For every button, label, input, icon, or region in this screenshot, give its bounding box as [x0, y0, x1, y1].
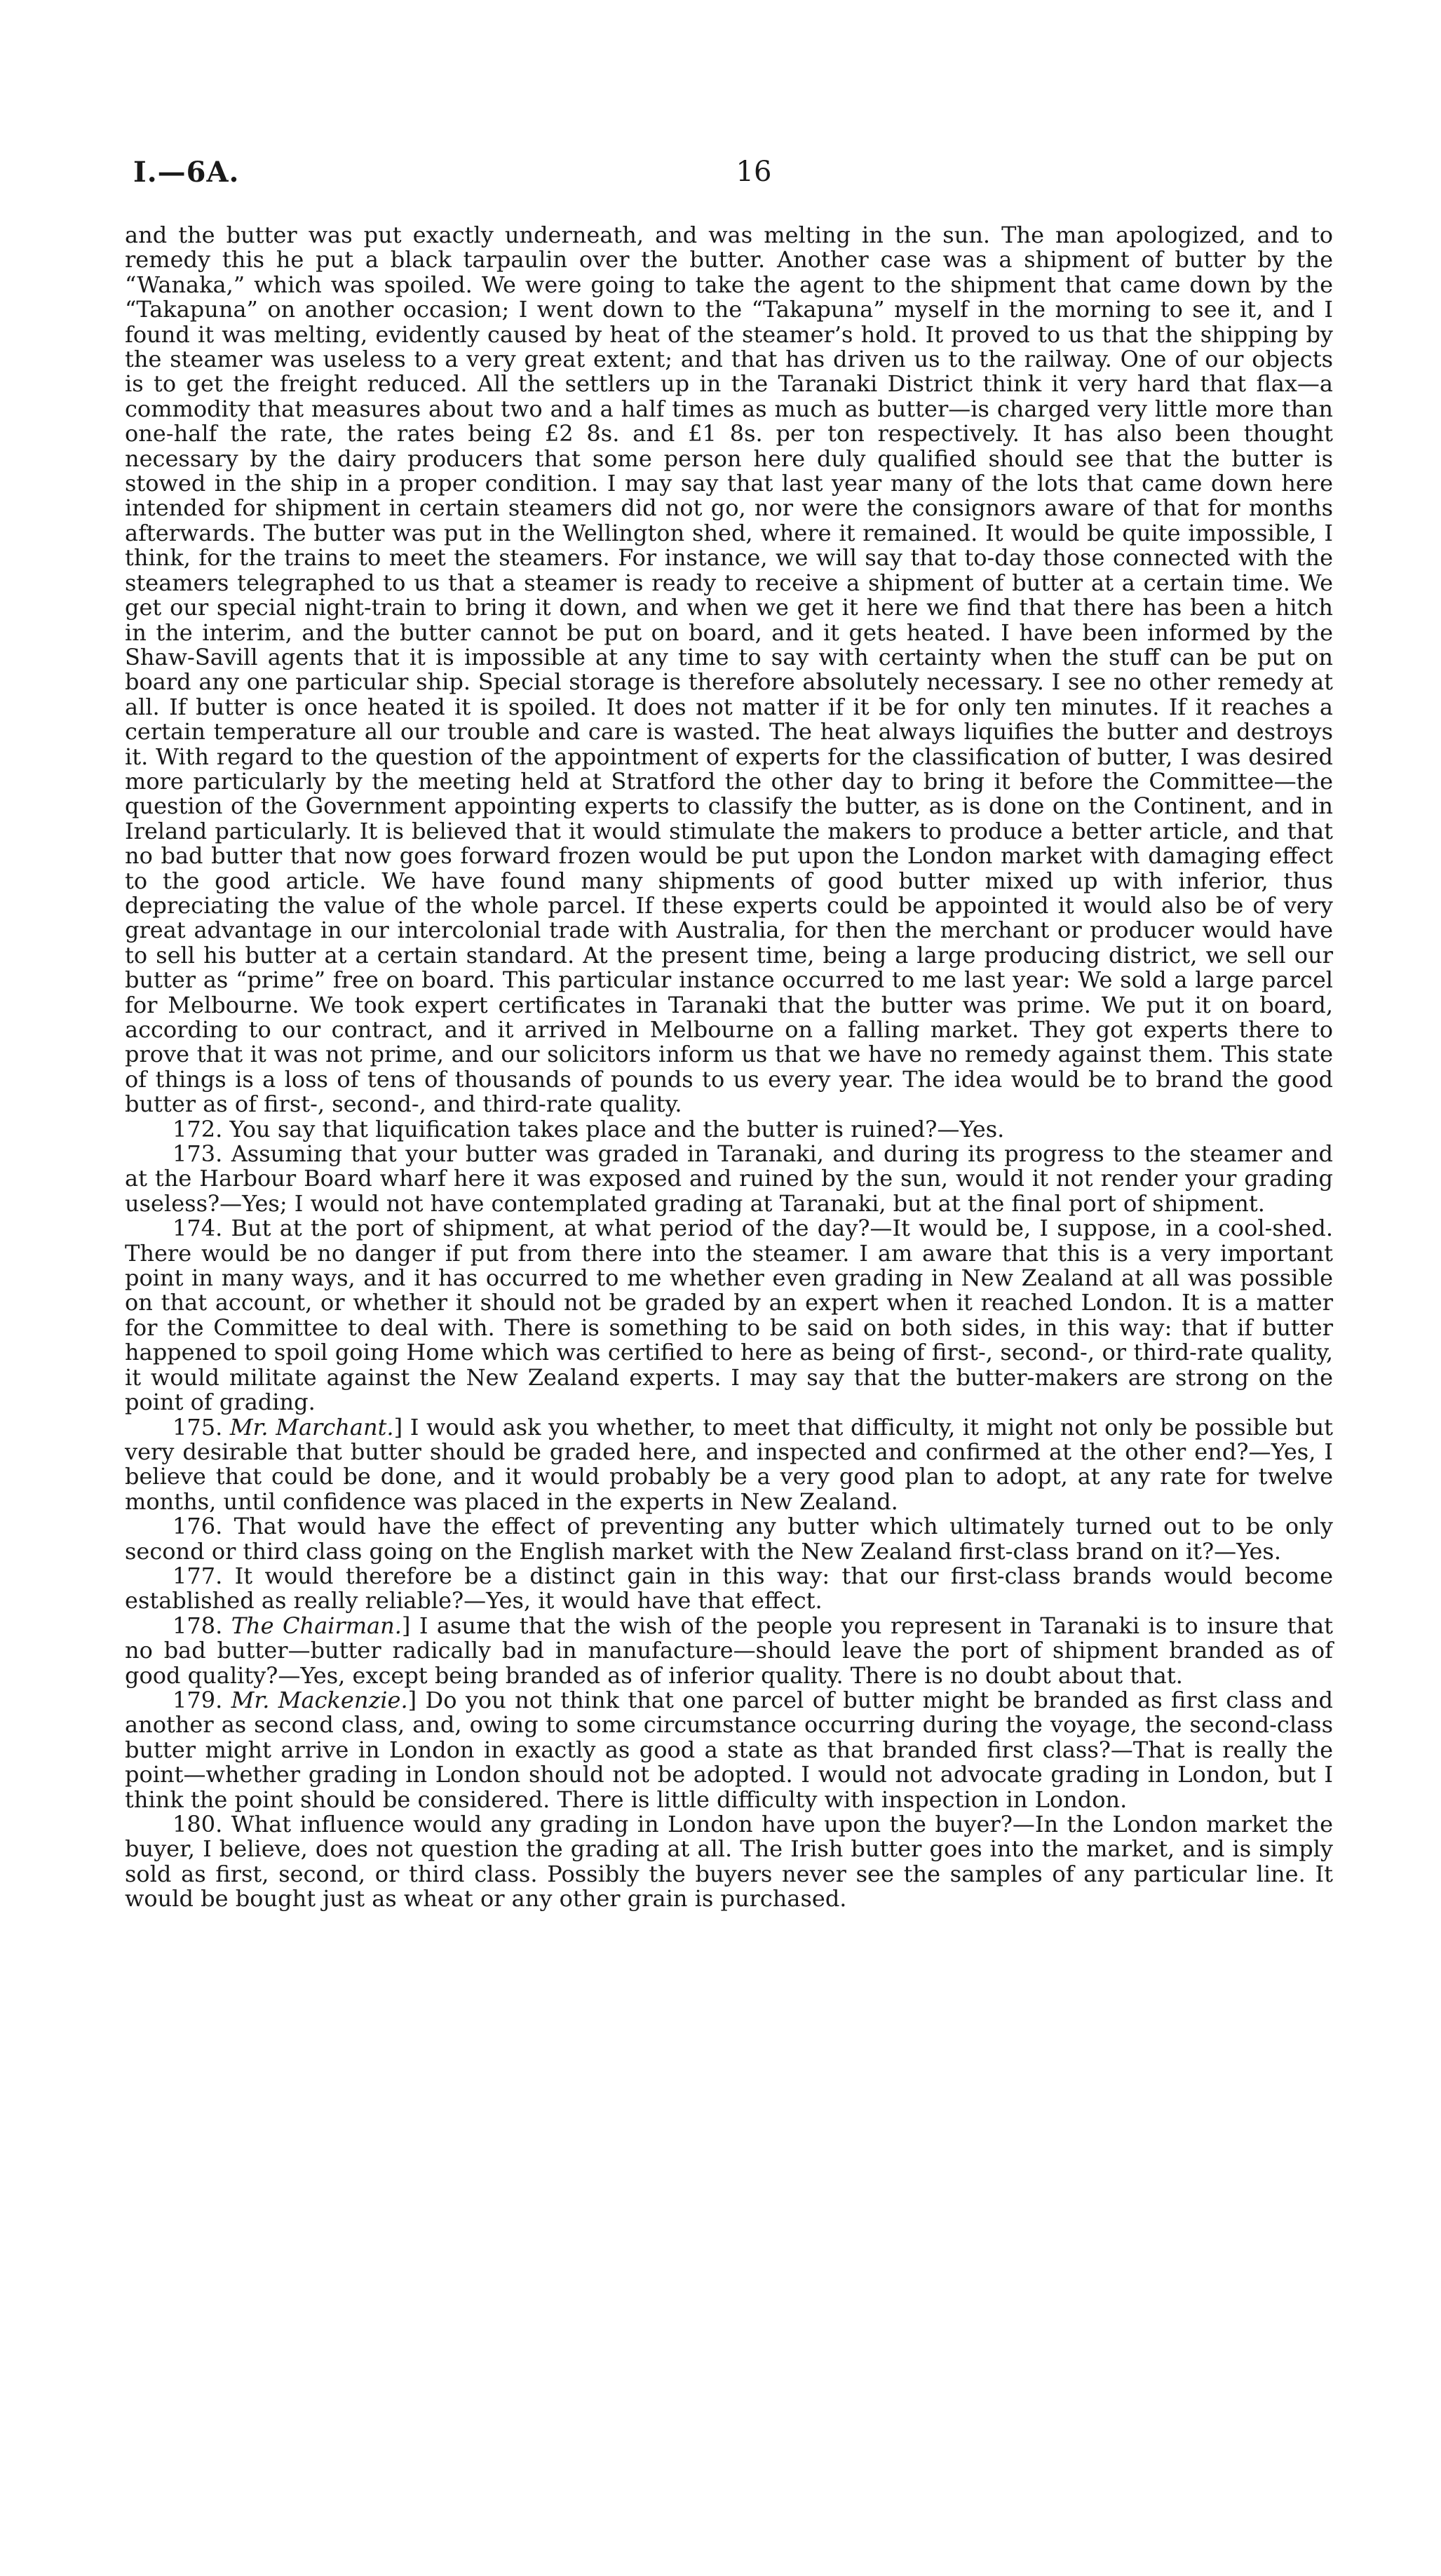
paragraph-text: It would therefore be a distinct gain in this way: that our first-class brands would become established as really reliable?—Yes, it would have that effect. — [125, 1562, 1334, 1614]
continued-paragraph — [125, 223, 1333, 1117]
speaker-name: The Chairman. — [231, 1612, 402, 1639]
speaker-bracket: ] — [393, 1413, 403, 1441]
question-number: 178. — [172, 1612, 223, 1639]
paragraph-text: You say that liquification takes place and the butter is ruined?—Yes. — [229, 1115, 1005, 1142]
question-number: 177. — [172, 1562, 223, 1589]
question-number: 174. — [172, 1215, 223, 1242]
question-176 — [125, 1514, 1333, 1564]
question-178 — [125, 1614, 1333, 1688]
document-reference: I.—6A. — [133, 156, 240, 189]
speaker-bracket: ] — [401, 1612, 411, 1639]
paragraph-text: That would have the effect of preventing any butter which ultimately turned out to be only second or third class going on the English market with the New Zealand first-class brand on it?—Yes. — [125, 1513, 1334, 1565]
speaker-name: Mr. Mackenzie. — [231, 1686, 408, 1713]
page-number: 16 — [736, 156, 772, 188]
paragraph-text: I asume that the wish of the people you represent in Taranaki is to insure that no bad butter—butter radically bad in manufacture—should leave the port of shipment branded as of good quality?—Yes, except being branded as of inferior quality. There is no doubt about that. — [125, 1612, 1334, 1689]
question-number: 175. — [172, 1413, 223, 1441]
paragraph-text: I would ask you whether, to meet that difficulty, it might not only be possible but very desirable that butter should be graded here, and inspected and confirmed at the other end?—Yes, I believe that could be done, and it would probably be a very good plan to adopt, at any rate for twelve months, until confidence was placed in the experts in New Zealand. — [125, 1413, 1334, 1515]
page-header — [133, 156, 1374, 198]
question-179 — [125, 1688, 1333, 1812]
question-173 — [125, 1142, 1333, 1216]
question-177 — [125, 1564, 1333, 1614]
evidence-text — [125, 223, 1333, 1912]
question-number: 179. — [172, 1686, 223, 1713]
question-174 — [125, 1216, 1333, 1415]
paragraph-text: What influence would any grading in London have upon the buyer?—In the London market the buyer, I believe, does not question the grading at all. The Irish butter goes into the market, and is simply sold as first, second, or third class. Possibly the buyers never see the samples of any particular line. It would be bought just as wheat or any other grain is purchased. — [125, 1811, 1334, 1913]
speaker-bracket: ] — [407, 1686, 417, 1713]
question-number: 172. — [172, 1115, 223, 1142]
question-number: 173. — [172, 1140, 223, 1168]
paragraph-text: and the butter was put exactly underneath, and was melting in the sun. The man apologized, and to remedy this he put a black tarpaulin over the butter. Another case was a shipment of butter by the “Wanaka,” which was spoiled. We were going to take the agent to the shipment that came down by the “Takapuna” on another occasion; I went down to the “Takapuna” myself in the morning to see it, and I found it was melting, evidently caused by heat of the steamer’s hold. It proved to us that the shipping by the steamer was useless to a very great extent; and that has driven us to the railway. One of our objects is to get the freight reduced. All the settlers up in the Taranaki District think it very hard that flax—a commodity that measures about two and a half times as much as butter—is charged very little more than one-half the rate, the rates being £2 8s. and £1 8s. per ton respectively. It has also been thought necessary by the dairy producers that some person here duly qualified should see that the butter is stowed in the ship in a proper condition. I may say that last year many of the lots that came down here intended for shipment in certain steamers did not go, nor were the consignors aware of that for months afterwards. The butter was put in the Wellington shed, where it remained. It would be quite impossible, I think, for the trains to meet the steamers. For instance, we will say that to-day those connected with the steamers telegraphed to us that a steamer is ready to receive a shipment of butter at a certain time. We get our special night-train to bring it down, and when we get it here we find that there has been a hitch in the interim, and the butter cannot be put on board, and it gets heated. I have been informed by the Shaw-Savill agents that it is impossible at any time to say with certainty when the stuff can be put on board any one particular ship. Special storage is therefore absolutely necessary. I see no other remedy at all. If butter is once heated it is spoiled. It does not matter if it be for only ten minutes. If it reaches a certain temperature all our trouble and care is wasted. The heat always liquifies the butter and destroys it. With regard to the question of the appointment of experts for the classification of butter, I was desired more particularly by the meeting held at Stratford the other day to bring it before the Committee—the question of the Government appointing experts to classify the butter, as is done on the Continent, and in Ireland particularly. It is believed that it would stimulate the makers to produce a better article, and that no bad butter that now goes forward frozen would be put upon the London market with damaging effect to the good article. We have found many shipments of good butter mixed up with inferior, thus depreciating the value of the whole parcel. If these experts could be appointed it would also be of very great advantage in our intercolonial trade with Australia, for then the merchant or producer would have to sell his butter at a certain standard. At the present time, being a large producing district, we sell our butter as “prime” free on board. This particular instance occurred to me last year: We sold a large parcel for Melbourne. We took expert certificates in Taranaki that the butter was prime. We put it on board, according to our contract, and it arrived in Melbourne on a falling market. They got experts there to prove that it was not prime, and our solicitors inform us that we have no remedy against them. This state of things is a loss of tens of thousands of pounds to us every year. The idea would be to brand the good butter as of first-, second-, and third-rate quality. — [125, 222, 1333, 1118]
speaker-name: Mr. Marchant. — [229, 1413, 394, 1441]
question-number: 180. — [172, 1811, 223, 1837]
paragraph-text: Do you not think that one parcel of butter might be branded as first class and another as second class, and, owing to some circumstance occurring during the voyage, the second-class butter might arrive in London in exactly as good a state as that branded first class?—That is really the point—whether grading in London should not be adopted. I would not advocate grading in London, but I think the point should be considered. There is little difficulty with inspection in London. — [125, 1686, 1334, 1813]
paragraph-text: Assuming that your butter was graded in Taranaki, and during its progress to the steamer and at the Harbour Board wharf here it was exposed and ruined by the sun, would it not render your grading useless?—Yes; I would not have contemplated grading at Taranaki, but at the final port of shipment. — [125, 1140, 1334, 1217]
paragraph-text: But at the port of shipment, at what period of the day?—It would be, I suppose, in a cool-shed. There would be no danger if put from there into the steamer. I am aware that this is a very important point in many ways, and it has occurred to me whether even grading in New Zealand at all was possible on that account, or whether it should not be graded by an expert when it reached London. It is a matter for the Committee to deal with. There is something to be said on both sides, in this way: that if butter happened to spoil going Home which was certified to here as being of first-, second-, or third-rate quality, it would militate against the New Zealand experts. I may say that the butter-makers are strong on the point of grading. — [125, 1215, 1334, 1416]
question-number: 176. — [172, 1513, 223, 1540]
question-175 — [125, 1415, 1333, 1515]
question-180 — [125, 1812, 1333, 1912]
question-172 — [125, 1117, 1333, 1142]
